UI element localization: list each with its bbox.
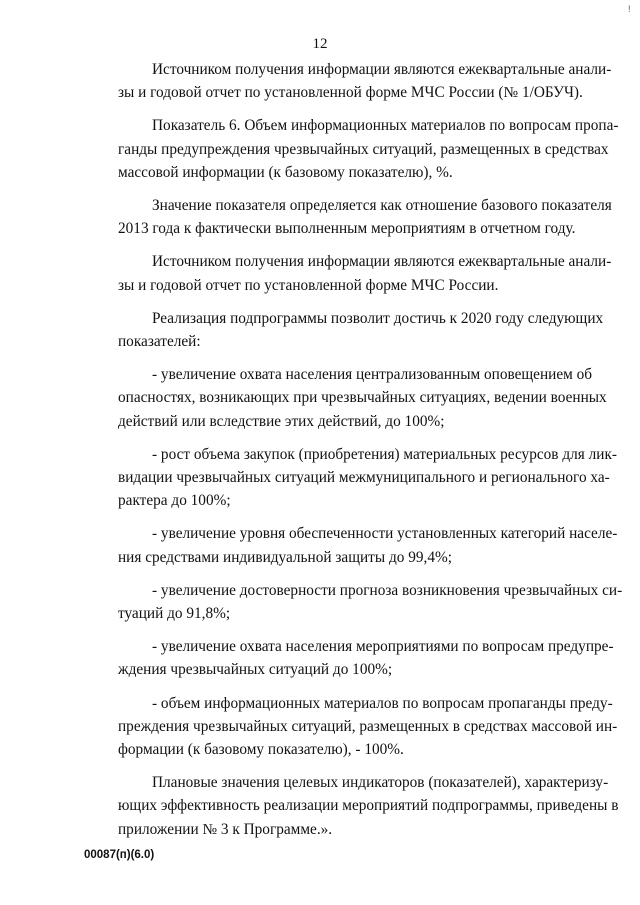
paragraph bbox=[84, 307, 604, 353]
paragraph-line: Реализация подпрограммы позволит достичь к 2020 году следующих bbox=[152, 309, 604, 327]
paragraph-line: массовой информации (к базовому показателю), %. bbox=[118, 163, 453, 181]
paragraph bbox=[84, 114, 619, 184]
paragraph-line: ния средствами индивидуальной защиты до 99,4%; bbox=[118, 548, 452, 566]
paragraph-line: ждения чрезвычайных ситуаций до 100%; bbox=[118, 661, 393, 679]
paragraph-line: - объем информационных материалов по вопросам пропаганды преду- bbox=[152, 694, 613, 712]
paragraph-line: показателей: bbox=[118, 333, 201, 351]
paragraph-line: Показатель 6. Объем информационных материалов по вопросам пропа- bbox=[152, 117, 619, 135]
paragraph bbox=[84, 692, 618, 762]
paragraph-line: приложении № 3 к Программе.». bbox=[118, 820, 333, 838]
paragraph-line: - увеличение охвата населения централизованным оповещением об bbox=[152, 366, 593, 384]
page-number: 12 bbox=[312, 36, 328, 52]
paragraph bbox=[84, 363, 607, 433]
paragraph bbox=[84, 579, 623, 625]
paragraph-line: - увеличение уровня обеспеченности установленных категорий населе- bbox=[152, 525, 618, 543]
paragraph-line: Плановые значения целевых индикаторов (показателей), характеризу- bbox=[152, 774, 609, 792]
paragraph-line: Значение показателя определяется как отношение базового показателя bbox=[152, 197, 612, 215]
paragraph bbox=[84, 635, 614, 681]
paragraph-line: 2013 года к фактически выполненным мероприятиям в отчетном году. bbox=[118, 220, 576, 238]
paragraph-line: действий или вследствие этих действий, до 100%; bbox=[118, 412, 445, 430]
paragraph-line: зы и годовой отчет по установленной форме МЧС России (№ 1/ОБУЧ). bbox=[118, 84, 583, 102]
paragraph-line: Источником получения информации являются ежеквартальные анали- bbox=[152, 253, 612, 271]
document-body bbox=[84, 58, 623, 851]
paragraph bbox=[84, 194, 612, 240]
document-code: 00087(п)(6.0) bbox=[84, 849, 155, 861]
paragraph-line: - увеличение охвата населения мероприятиями по вопросам предупре- bbox=[152, 638, 614, 656]
paragraph-line: видации чрезвычайных ситуаций межмуниципального и регионального ха- bbox=[118, 469, 610, 487]
paragraph bbox=[84, 250, 612, 296]
corner-mark: ! bbox=[628, 4, 631, 14]
paragraph-line: рактера до 100%; bbox=[118, 492, 231, 510]
paragraph-line: опасностях, возникающих при чрезвычайных ситуациях, ведении военных bbox=[118, 389, 607, 407]
paragraph-line: формации (к базовому показателю), - 100%. bbox=[118, 741, 404, 759]
paragraph bbox=[84, 771, 619, 841]
paragraph-line: туаций до 91,8%; bbox=[118, 605, 231, 623]
paragraph bbox=[84, 522, 618, 568]
paragraph-line: Источником получения информации являются ежеквартальные анали- bbox=[152, 61, 612, 78]
paragraph-line: ющих эффективность реализации мероприятий подпрограммы, приведены в bbox=[118, 797, 619, 815]
paragraph bbox=[84, 443, 617, 513]
paragraph-line: преждения чрезвычайных ситуаций, размещенных в средствах массовой ин- bbox=[118, 717, 618, 735]
paragraph bbox=[84, 58, 612, 104]
paragraph-line: зы и годовой отчет по установленной форме МЧС России. bbox=[118, 276, 499, 294]
paragraph-line: - рост объема закупок (приобретения) материальных ресурсов для лик- bbox=[152, 445, 617, 463]
paragraph-line: - увеличение достоверности прогноза возникновения чрезвычайных си- bbox=[152, 581, 623, 599]
paragraph-line: ганды предупреждения чрезвычайных ситуаций, размещенных в средствах bbox=[118, 140, 609, 158]
